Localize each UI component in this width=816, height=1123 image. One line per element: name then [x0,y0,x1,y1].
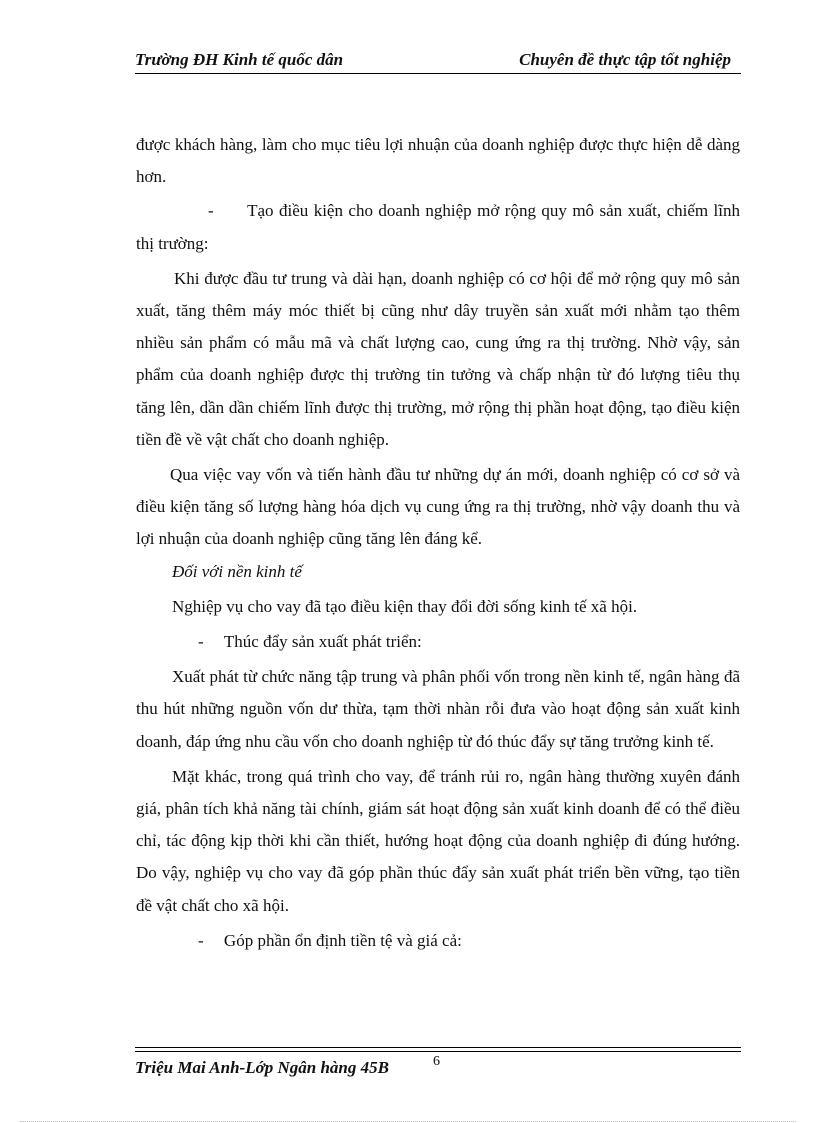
subheading: Đối với nền kinh tế [172,561,302,581]
bullet-dash: - [198,632,204,652]
paragraph-6: Mặt khác, trong quá trình cho vay, để tránh rủi ro, ngân hàng thường xuyên đánh giá, phân tích khả năng tài chính, giám sát hoạt động sản xuất kinh doanh để có thể điều chỉ, tác động kịp thời khi cần thiết, hướng hoạt động của doanh nghiệp đi đúng hướng. Do vậy, nghiệp vụ cho vay đã góp phần thúc đẩy sản xuất phát triển bền vững, tạo tiền đề vật chất cho xã hội. [136,766,740,915]
bullet-3 [136,925,740,957]
paragraph-2: Khi được đầu tư trung và dài hạn, doanh nghiệp có cơ hội để mở rộng quy mô sản xuất, tăng thêm máy móc thiết bị cũng như dây truyền sản xuất mới nhằm tạo thêm nhiều sản phẩm có mẫu mã và chất lượng cao, cung ứng ra thị trường. Nhờ vậy, sản phẩm của doanh nghiệp được thị trường tin tưởng và chấp nhận từ đó lượng tiêu thụ tăng lên, dần dần chiếm lĩnh được thị trường, mở rộng thị phần hoạt động, tạo điều kiện tiền đề về vật chất cho doanh nghiệp. [136,268,740,449]
page-content [136,129,740,957]
bullet-2 [136,626,740,658]
document-type: Chuyên đề thực tập tốt nghiệp [519,50,731,69]
school-name: Trường ĐH Kinh tế quốc dân [135,50,344,69]
bullet-3-text: Góp phần ổn định tiền tệ và giá cả: [223,930,462,950]
bullet-dash: - [208,201,214,221]
bullet-2-text: Thúc đẩy sản xuất phát triển: [223,632,422,652]
page-header [135,46,741,74]
bullet-dash: - [198,930,204,950]
header-rule [135,73,741,74]
paragraph-1: được khách hàng, làm cho mục tiêu lợi nhuận của doanh nghiệp được thực hiện dễ dàng hơn. [136,135,740,187]
paragraph-3: Qua việc vay vốn và tiến hành đầu tư những dự án mới, doanh nghiệp có cơ sở và điều kiện tăng số lượng hàng hóa dịch vụ cung ứng ra thị trường, nhờ vậy doanh thu và lợi nhuận của doanh nghiệp cũng tăng lên đáng kể. [136,465,740,549]
paragraph-4: Nghiệp vụ cho vay đã tạo điều kiện thay đổi đời sống kinh tế xã hội. [172,596,638,616]
bullet-1 [136,195,740,259]
page-number: 6 [433,1054,440,1069]
footer-rule [135,1051,741,1052]
page-boundary [20,1121,796,1122]
paragraph-5: Xuất phát từ chức năng tập trung và phân phối vốn trong nền kinh tế, ngân hàng đã thu hút những nguồn vốn dư thừa, tạm thời nhàn rỗi đưa vào hoạt động sản xuất kinh doanh, đáp ứng nhu cầu vốn cho doanh nghiệp từ đó thúc đẩy sự tăng trưởng kinh tế. [136,667,740,751]
bullet-1-text: Tạo điều kiện cho doanh nghiệp mở rộng quy mô sản xuất, chiếm lĩnh thị trường: [136,201,741,253]
footer-rule [135,1047,741,1048]
page-footer [135,1047,741,1077]
author-line: Triệu Mai Anh-Lớp Ngân hàng 45B [135,1058,389,1077]
